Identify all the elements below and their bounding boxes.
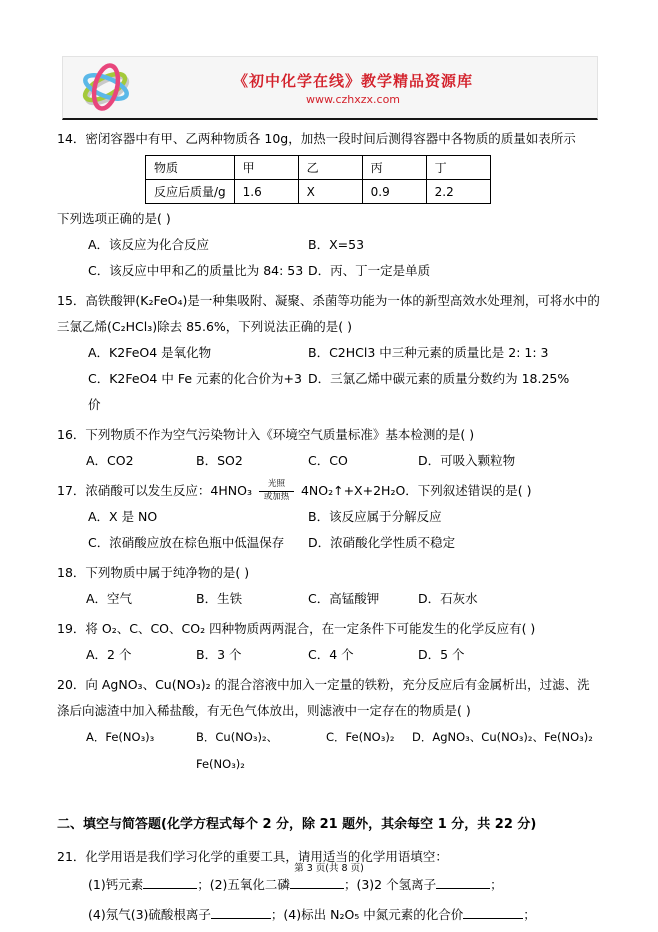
q19-option-c: C．4 个: [308, 647, 354, 662]
q14-option-b: B．X=53: [308, 237, 365, 252]
q14-option-c: C．该反应中甲和乙的质量比为 84: 53: [88, 263, 304, 278]
q14-value-jia: 1.6: [234, 180, 298, 204]
q15-option-b: B．C2HCl3 中三种元素的质量比是 2: 1: 3: [308, 345, 549, 360]
q14-row-label: 反应后质量/g: [146, 180, 235, 204]
question-14-prompt: 下列选项正确的是( ): [57, 211, 171, 226]
q16-option-d: D．可吸入颗粒物: [418, 453, 516, 468]
section-2-heading: 二、填空与简答题(化学方程式每个 2 分，除 21 题外，其余每空 1 分，共 22 分): [57, 817, 537, 832]
q17-option-a: A．X 是 NO: [88, 509, 158, 524]
q14-th-substance: 物质: [146, 156, 235, 180]
answer-blank-2: [290, 876, 344, 889]
q21-fill-line-1: [57, 870, 601, 900]
q14-table-header-row: [146, 156, 491, 180]
q21-l2-seg2: ；(4)标出 N₂O₅ 中氮元素的化合价: [270, 907, 464, 922]
q18-option-d: D．石灰水: [418, 591, 478, 606]
q20-option-d: D．AgNO₃、Cu(NO₃)₂、Fe(NO₃)₂: [412, 730, 593, 744]
q20-option-c: C．Fe(NO₃)₂: [326, 730, 395, 744]
site-title: 《初中化学在线》教学精品资源库: [232, 71, 473, 90]
question-14-stem: 14．密闭容器中有甲、乙两种物质各 10g，加热一段时间后测得容器中各物质的质量如表所示: [57, 131, 576, 146]
q14-table-value-row: [146, 180, 491, 204]
q21-l1-seg3: ；(3)2 个氢离子: [343, 877, 437, 892]
answer-blank-5: [463, 906, 523, 919]
q19-option-b: B．3 个: [196, 647, 242, 662]
question-16-options: [57, 448, 601, 474]
q14-option-d: D．丙、丁一定是单质: [308, 263, 431, 278]
question-20-stem: 20．向 AgNO₃、Cu(NO₃)₂ 的混合溶液中加入一定量的铁粉，充分反应后有金属析出，过滤、洗涤后向滤渣中加入稀盐酸，有无色气体放出，则滤液中一定存在的物质是( ): [57, 677, 590, 718]
question-17-options: [57, 504, 601, 556]
q14-option-a: A．该反应为化合反应: [88, 237, 210, 252]
q16-option-b: B．SO2: [196, 453, 243, 468]
q17-reaction-condition: [259, 479, 294, 502]
question-19-options: [57, 642, 601, 668]
atom-logo-svg: [77, 60, 135, 116]
banner-text: [149, 70, 597, 106]
footer-page-number: 第 3 页(共 8 页): [294, 863, 364, 874]
q19-option-a: A．2 个: [86, 647, 132, 662]
question-17-stem: [57, 478, 601, 504]
question-14-options: [57, 232, 601, 284]
question-20-options: [57, 724, 601, 778]
q18-option-b: B．生铁: [196, 591, 243, 606]
q21-fill-line-2: [57, 900, 601, 930]
q14-th-jia: 甲: [234, 156, 298, 180]
q21-l1-seg2: ；(2)五氧化二磷: [197, 877, 290, 892]
q18-option-c: C．高锰酸钾: [308, 591, 380, 606]
header-banner: [62, 56, 598, 120]
q17-option-d: D．浓硝酸化学性质不稳定: [308, 535, 456, 550]
q21-l2-seg1: (4)氖气(3)硫酸根离子: [88, 907, 211, 922]
q14-value-ding: 2.2: [426, 180, 490, 204]
q14-th-ding: 丁: [426, 156, 490, 180]
q17-condition-top: 光照: [259, 479, 294, 492]
q20-option-b: B．Cu(NO₃)₂、Fe(NO₃)₂: [196, 730, 279, 771]
q20-option-a: A．Fe(NO₃)₃: [86, 730, 155, 744]
q14-table: [145, 155, 491, 204]
q14-value-yi: X: [298, 180, 362, 204]
q14-th-yi: 乙: [298, 156, 362, 180]
question-21-stem: 21．化学用语是我们学习化学的重要工具，请用适当的化学用语填空：: [57, 849, 448, 864]
q17-stem-post: 4NO₂↑+X+2H₂O．下列叙述错误的是( ): [300, 483, 532, 498]
q17-condition-bottom: 或加热: [263, 491, 290, 502]
q21-l2-seg3: ；: [523, 907, 536, 922]
site-url: www.czhxzx.com: [305, 92, 401, 106]
q14-value-bing: 0.9: [362, 180, 426, 204]
question-18-stem: 18．下列物质中属于纯净物的是( ): [57, 565, 250, 580]
q18-option-a: A．空气: [86, 591, 133, 606]
q21-l1-seg4: ；: [490, 877, 503, 892]
q17-option-b: B．该反应属于分解反应: [308, 509, 442, 524]
question-19-stem: 19．将 O₂、C、CO、CO₂ 四种物质两两混合，在一定条件下可能发生的化学反应有( ): [57, 621, 536, 636]
answer-blank-3: [436, 876, 490, 889]
q15-option-c: C．K2FeO4 中 Fe 元素的化合价为+3 价: [88, 371, 302, 412]
q16-option-c: C．CO: [308, 453, 348, 468]
question-15-options: [57, 340, 601, 418]
question-16-stem: 16．下列物质不作为空气污染物计入《环境空气质量标准》基本检测的是( ): [57, 427, 475, 442]
q15-option-a: A．K2FeO4 是氧化物: [88, 345, 212, 360]
question-18-options: [57, 586, 601, 612]
q17-stem-pre: 17．浓硝酸可以发生反应：4HNO₃: [57, 483, 252, 498]
question-15-stem: 15．高铁酸钾(K₂FeO₄)是一种集吸附、凝聚、杀菌等功能为一体的新型高效水处理剂，可将水中的三氯乙烯(C₂HCl₃)除去 85.6%，下列说法正确的是( ): [57, 293, 600, 334]
q14-th-bing: 丙: [362, 156, 426, 180]
answer-blank-1: [143, 876, 197, 889]
q19-option-d: D．5 个: [418, 647, 465, 662]
q17-option-c: C．浓硝酸应放在棕色瓶中低温保存: [88, 535, 285, 550]
q15-option-d: D．三氯乙烯中碳元素的质量分数约为 18.25%: [308, 371, 570, 386]
answer-blank-4: [211, 906, 271, 919]
atom-logo-icon: [63, 60, 149, 116]
q21-l1-seg1: (1)钙元素: [88, 877, 144, 892]
q16-option-a: A．CO2: [86, 453, 134, 468]
